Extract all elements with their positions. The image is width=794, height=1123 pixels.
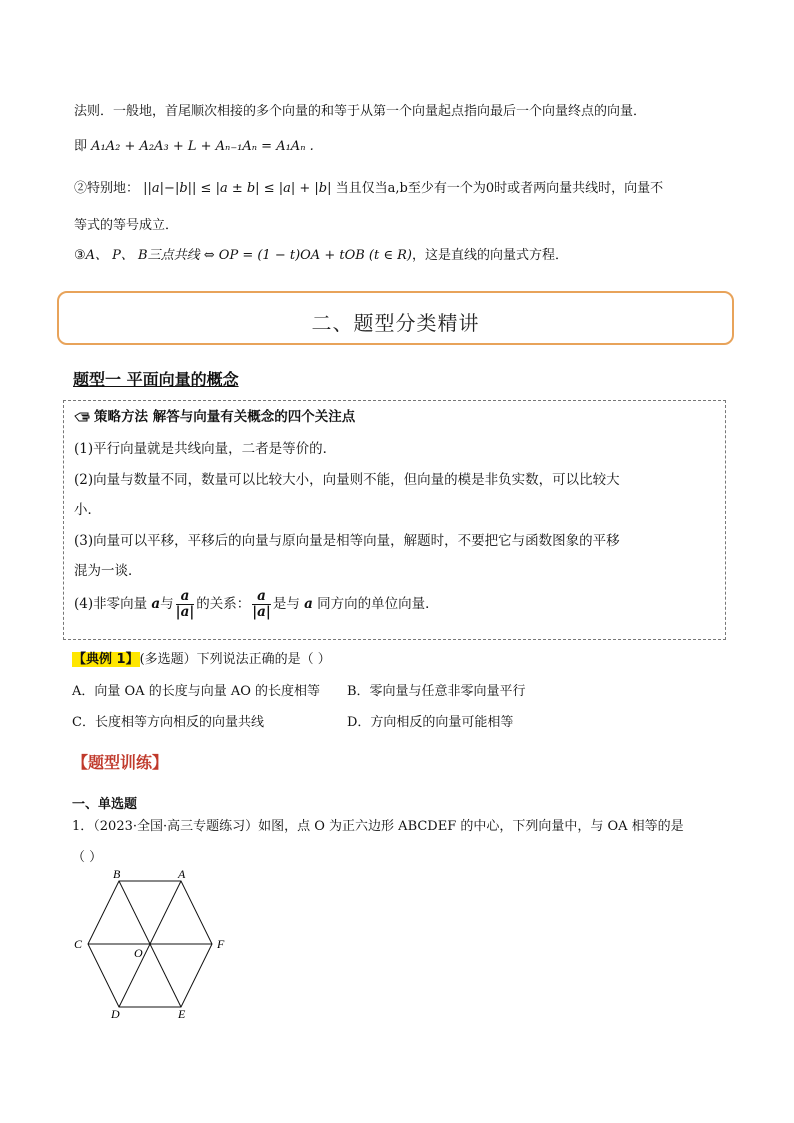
strategy-box (63, 400, 726, 640)
topic1-heading: 题型一 平面向量的概念 (73, 370, 239, 389)
item3-line (74, 247, 568, 265)
p4-with: 与 (160, 596, 174, 612)
chain-formula: A₁A₂ + A₂A₃ + L + Aₙ₋₁Aₙ = A₁Aₙ . (91, 139, 314, 154)
question1-line2: （ ） (72, 850, 103, 865)
strategy-p3a: (3)向量可以平移，平移后的向量与原向量是相等向量，解题时，不要把它与函数图象的平移 (74, 533, 620, 549)
item3-text: ，这是直线的向量式方程． (411, 248, 568, 263)
p4-suffix: 是与 (272, 596, 300, 612)
p4-vec-a: a (151, 596, 161, 612)
strategy-p4 (74, 589, 439, 620)
p4-rel: 的关系： (196, 596, 251, 612)
section-title-box (57, 291, 734, 345)
item2-label: 特别地： (87, 181, 140, 196)
item3-formula: ⇔ OP = (1 − t)OA + tOB (t ∈ R) (203, 248, 412, 263)
training-subsection: 一、单选题 (72, 797, 138, 812)
p4-vec-a-2: a (304, 596, 313, 612)
item2-cont: 等式的等号成立． (74, 218, 179, 233)
hexagon-figure (60, 868, 250, 1020)
strategy-p3b: 混为一谈． (74, 563, 142, 579)
p4-prefix: (4)非零向量 (74, 596, 148, 612)
label-o: O (134, 946, 143, 960)
item2-line (74, 180, 663, 198)
question1-line1: 1．（2023·全国·高三专题练习）如图，点 O 为正六边形 ABCDEF 的中心，下列向量中，与 OA 相等的是 (72, 819, 684, 834)
example1-question: (多选题）下列说法正确的是（ ） (139, 652, 331, 667)
p4-end: 同方向的单位向量． (317, 596, 439, 612)
hexagon-lines (88, 881, 212, 1007)
label-e: E (178, 1007, 186, 1020)
example1-option-c: C．长度相等方向相反的向量共线 (72, 715, 264, 730)
unit-vector-fraction: $\frac{a}{|a|}$ (175, 588, 195, 620)
label-b: B (113, 868, 121, 881)
rule-text: 法则．一般地，首尾顺次相接的多个向量的和等于从第一个向量起点指向最后一个向量终点的向量． (74, 104, 647, 119)
example1-option-a: A．向量 OA 的长度与向量 AO 的长度相等 (72, 684, 321, 699)
item3-marker: ③ (74, 248, 86, 263)
example1-tag: 【典例 1】 (73, 652, 139, 667)
item2-marker: ② (74, 181, 88, 196)
strategy-p1: (1)平行向量就是共线向量，二者是等价的． (74, 441, 337, 457)
item2-formula: ||a|−|b|| ≤ |a ± b| ≤ |a| + |b| (143, 181, 332, 196)
label-c: C (74, 937, 83, 951)
strategy-title-line (74, 405, 355, 425)
pointing-hand-icon (74, 410, 90, 422)
label-f: F (217, 937, 225, 951)
label-d: D (111, 1007, 120, 1020)
training-title: 【题型训练】 (72, 753, 169, 772)
section-title: 二、题型分类精讲 (311, 311, 480, 335)
item3-points: A、 P、 B三点共线 (85, 248, 200, 263)
example1-line (72, 651, 331, 669)
strategy-p2b: 小． (74, 502, 101, 518)
label-a: A (178, 868, 186, 881)
example1-option-b: B．零向量与任意非零向量平行 (347, 684, 526, 699)
chain-prefix: 即 (74, 139, 88, 154)
example1-option-d: D．方向相反的向量可能相等 (347, 715, 514, 730)
strategy-p2a: (2)向量与数量不同，数量可以比较大小，向量则不能，但向量的模是非负实数，可以比较大 (74, 472, 620, 488)
item2-text: 当且仅当a,b至少有一个为0时或者两向量共线时，向量不 (335, 181, 664, 196)
strategy-title: 策略方法 解答与向量有关概念的四个关注点 (94, 409, 356, 425)
unit-vector-fraction-2: $\frac{a}{|a|}$ (252, 588, 271, 620)
chain-line (74, 138, 314, 156)
